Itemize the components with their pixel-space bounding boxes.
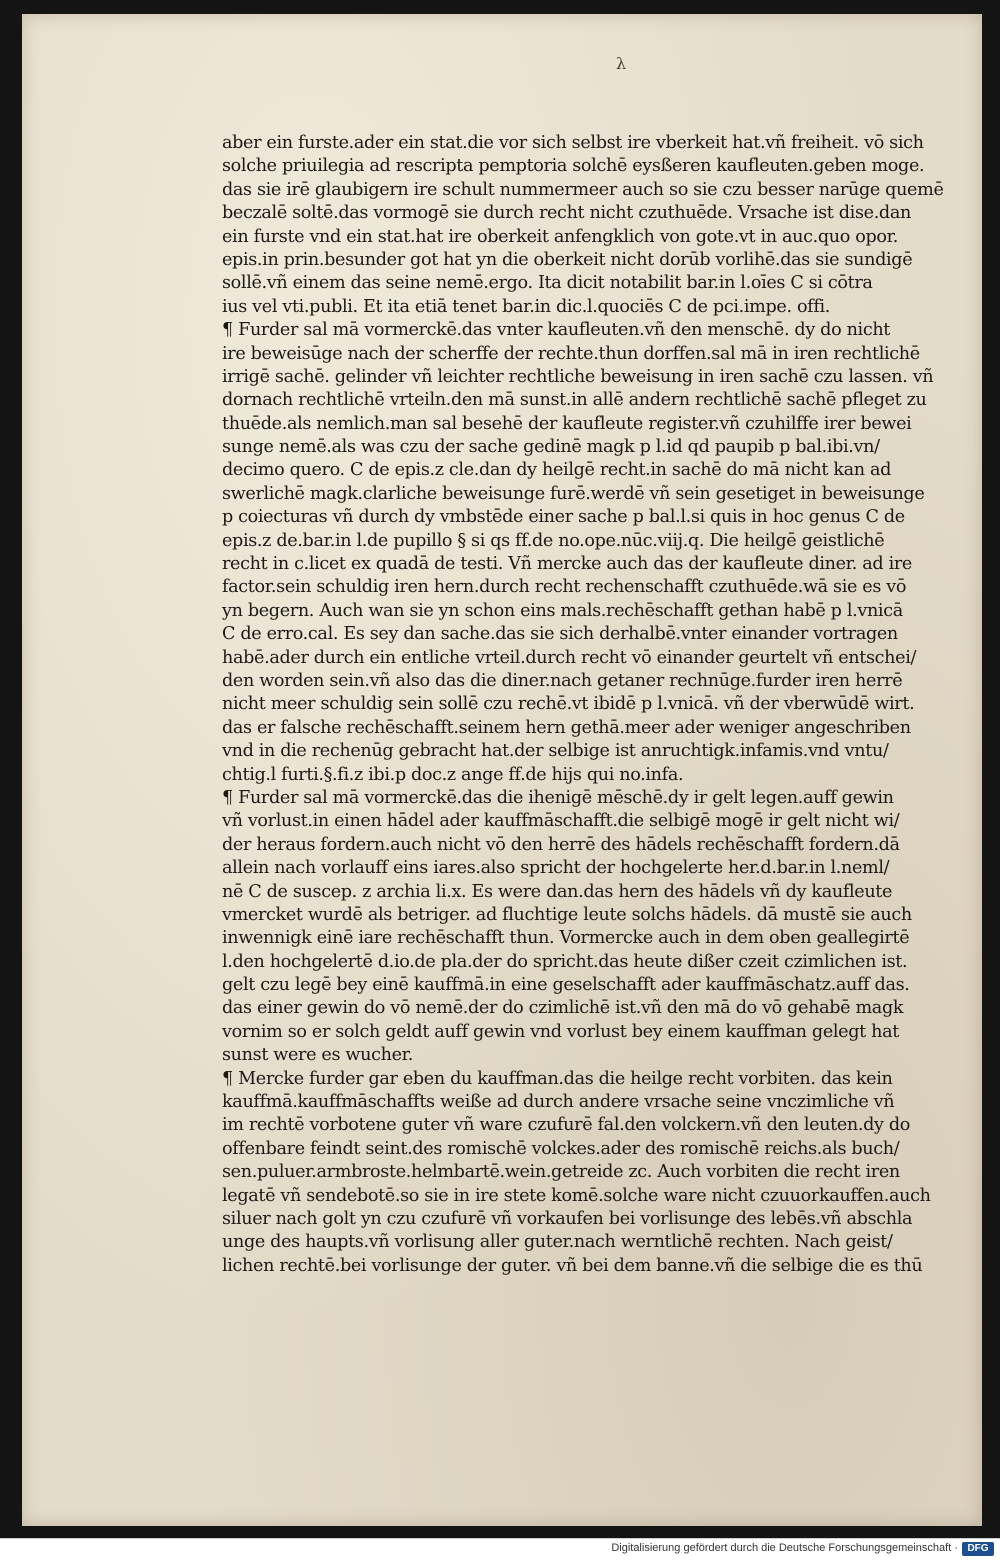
- text-line: vnd in die rechenūg gebracht hat.der selbige ist anruchtigk.infamis.vnd vntu/: [222, 741, 889, 762]
- text-line: kauffmā.kauffmāschaffts weiße ad durch andere vrsache seine vnczimliche vñ: [222, 1092, 895, 1113]
- text-line: lichen rechtē.bei vorlisunge der guter. vñ bei dem banne.vñ die selbige die es thū: [222, 1255, 923, 1276]
- text-line: das er falsche rechēschafft.seinem hern gethā.meer ader weniger angeschriben: [222, 717, 911, 738]
- text-line: thuēde.als nemlich.man sal besehē der kaufleute register.vñ czuhilffe irer bewei: [222, 413, 912, 434]
- text-line: das sie irē glaubigern ire schult nummermeer auch so sie czu besser narūge quemē: [222, 179, 944, 200]
- text-line: nē C de suscep. z archia li.x. Es were dan.das hern des hādels vñ dy kaufleute: [222, 881, 893, 902]
- text-line: sunst were es wucher.: [222, 1045, 414, 1066]
- text-line: dornach rechtlichē vrteiln.den mā sunst.in allē andern rechtlichē sachē pfleget zu: [222, 390, 927, 411]
- text-line: ein furste vnd ein stat.hat ire oberkeit anfengklich von gote.vt in auc.quo opor.: [222, 226, 899, 247]
- text-line: das einer gewin do vō nemē.der do czimlichē ist.vñ den mā do vō gehabē magk: [222, 998, 904, 1019]
- text-line: swerlichē magk.clarliche beweisunge furē.werdē vñ sein gesetiget in beweisunge: [222, 483, 925, 504]
- text-line: der heraus fordern.auch nicht vō den herrē des hādels rechēschafft fordern.dā: [222, 834, 900, 855]
- text-line: offenbare feindt seint.des romischē volckes.ader des romischē reichs.als buch/: [222, 1138, 900, 1159]
- text-line: yn begern. Auch wan sie yn schon eins mals.rechēschafft gethan habē p l.vnicā: [222, 600, 903, 621]
- text-line: p coiecturas vñ durch dy vmbstēde einer sache p bal.l.si quis in hoc genus C de: [222, 507, 905, 528]
- text-line: sollē.vñ einem das seine nemē.ergo. Ita dicit notabilit bar.in l.oīes C si cōtra: [222, 273, 873, 294]
- text-line: sen.puluer.armbroste.helmbartē.wein.getreide zc. Auch vorbiten die recht iren: [222, 1162, 900, 1183]
- text-line: decimo quero. C de epis.z cle.dan dy heilgē recht.in sachē do mā nicht kan ad: [222, 460, 892, 481]
- text-line: ¶ Furder sal mā vormerckē.das die ihenigē mēschē.dy ir gelt legen.auff gewin: [222, 787, 894, 808]
- book-page: [22, 14, 982, 1526]
- text-line: legatē vñ sendebotē.so sie in ire stete komē.solche ware nicht czuuorkauffen.auch: [222, 1185, 931, 1206]
- text-line: nicht meer schuldig sein sollē czu rechē.vt ibidē p l.vnicā. vñ der vberwūdē wirt.: [222, 694, 915, 715]
- page-mark: λ: [616, 54, 627, 73]
- footer-bar: [0, 1538, 1000, 1560]
- text-line: habē.ader durch ein entliche vrteil.durch recht vō einander geurtelt vñ entschei/: [222, 647, 917, 668]
- text-line: vmercket wurdē als betriger. ad fluchtige leute solchs hādels. dā mustē sie auch: [222, 904, 912, 925]
- text-line: inwennigk einē iare rechēschafft thun. Vormercke auch in dem oben geallegirtē: [222, 928, 910, 949]
- text-line: factor.sein schuldig iren hern.durch recht rechenschafft czuthuēde.wā sie es vō: [222, 577, 907, 598]
- text-line: epis.in prin.besunder got hat yn die oberkeit nicht dorūb vorlihē.das sie sundigē: [222, 249, 913, 270]
- text-block: [222, 132, 997, 1278]
- text-line: chtig.l furti.§.fi.z ibi.p doc.z ange ff.de hijs qui no.infa.: [222, 764, 684, 785]
- footer-credit: Digitalisierung gefördert durch die Deutsche Forschungsgemeinschaft ·: [611, 1542, 958, 1554]
- text-line: den worden sein.vñ also das die diner.nach getaner rechnūge.furder iren herrē: [222, 670, 903, 691]
- text-line: unge des haupts.vñ vorlisung aller guter.nach werntlichē rechten. Nach geist/: [222, 1232, 893, 1253]
- text-line: beczalē soltē.das vormogē sie durch recht nicht czuthuēde. Vrsache ist dise.dan: [222, 203, 911, 224]
- text-line: recht in c.licet ex quadā de testi. Vñ mercke auch das der kaufleute diner. ad ire: [222, 554, 912, 575]
- text-line: ire beweisūge nach der scherffe der rechte.thun dorffen.sal mā in iren rechtlichē: [222, 343, 920, 364]
- text-line: vñ vorlust.in einen hādel ader kauffmāschafft.die selbigē mogē ir gelt nicht wi/: [222, 811, 900, 832]
- dfg-logo: DFG: [962, 1542, 994, 1556]
- text-line: ius vel vti.publi. Et ita etiā tenet bar.in dic.l.quociēs C de pci.impe. offi.: [222, 296, 831, 317]
- text-line: allein nach vorlauff eins iares.also spricht der hochgelerte her.d.bar.in l.neml/: [222, 858, 890, 879]
- text-line: siluer nach golt yn czu czufurē vñ vorkaufen bei vorlisunge des lebēs.vñ abschla: [222, 1208, 913, 1229]
- text-line: gelt czu legē bey einē kauffmā.in eine geselschafft ader kauffmāschatz.auff das.: [222, 975, 910, 996]
- text-line: sunge nemē.als was czu der sache gedinē magk p l.id qd paupib p bal.ibi.vn/: [222, 437, 880, 458]
- text-line: epis.z de.bar.in l.de pupillo § si qs ff.de no.ope.nūc.viij.q. Die heilgē geistlichē: [222, 530, 885, 551]
- text-line: irrigē sachē. gelinder vñ leichter rechtliche beweisung in iren sachē czu lassen. vñ: [222, 366, 934, 387]
- text-line: im rechtē vorbotene guter vñ ware czufurē fal.den volckern.vñ den leuten.dy do: [222, 1115, 911, 1136]
- text-line: solche priuilegia ad rescripta pemptoria solchē eysßeren kaufleuten.geben moge.: [222, 156, 925, 177]
- text-line: vornim so er solch geldt auff gewin vnd vorlust bey einem kauffman gelegt hat: [222, 1021, 899, 1042]
- text-line: l.den hochgelertē d.io.de pla.der do spricht.das heute dißer czeit czimlichen ist.: [222, 951, 908, 972]
- text-line: ¶ Furder sal mā vormerckē.das vnter kaufleuten.vñ den menschē. dy do nicht: [222, 320, 891, 341]
- text-line: ¶ Mercke furder gar eben du kauffman.das die heilge recht vorbiten. das kein: [222, 1068, 893, 1089]
- text-line: aber ein furste.ader ein stat.die vor sich selbst ire vberkeit hat.vñ freiheit. vō sich: [222, 133, 924, 153]
- text-line: C de erro.cal. Es sey dan sache.das sie sich derhalbē.vnter einander vortragen: [222, 624, 898, 645]
